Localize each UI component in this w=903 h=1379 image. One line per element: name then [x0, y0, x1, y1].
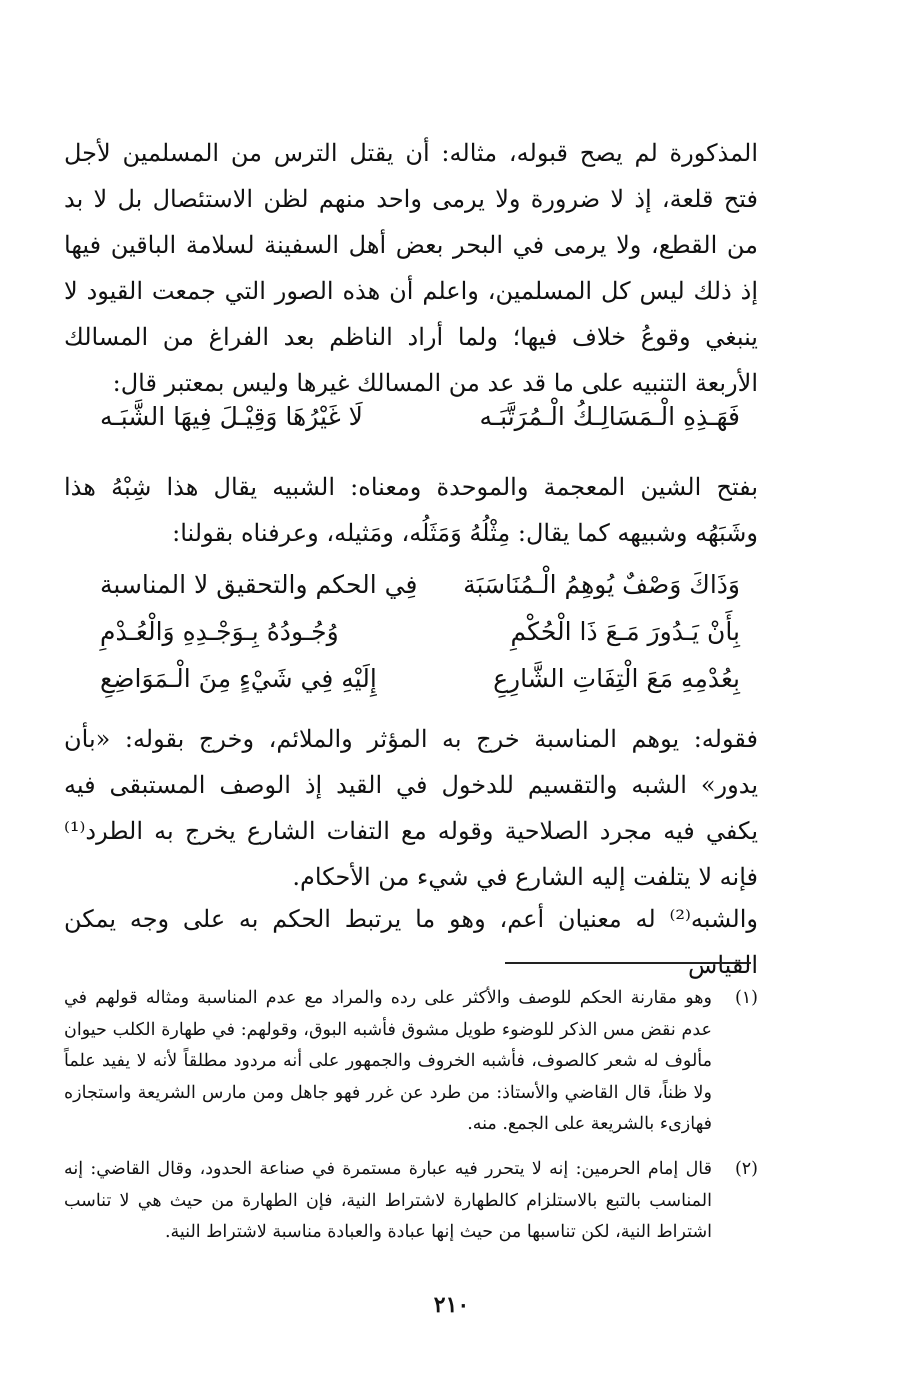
verse-line — [100, 402, 740, 446]
footnote-number: (٢) — [734, 1159, 758, 1179]
verse-first-hemistich: بِعُدْمِهِ مَعَ الْتِفَاتِ الشَّارِعِ — [493, 664, 740, 693]
verse-first-hemistich: فَهَـذِهِ الْـمَسَالِـكُ الْـمُرَتَّبَـه — [479, 402, 740, 431]
body-paragraph: المذكورة لم يصح قبوله، مثاله: أن يقتل الترس من المسلمين لأجل فتح قلعة، إذ لا ضرورة ولا يرمى واحد منهم لظن الاستئصال بل لا بد من القطع، ولا يرمى في البحر بعض أهل السفينة لسلامة الباقين فيها إذ ذلك ليس كل المسلمين، واعلم أن هذه الصور التي جمعت القيود لا ينبغي وقوعُ خلاف فيها؛ ولما أراد الناظم بعد الفراغ من المسالك الأربعة التنبيه على ما قد عد من المسالك غيرها وليس بمعتبر قال: — [64, 139, 758, 397]
verse-line — [100, 664, 740, 708]
footnote — [64, 1154, 758, 1249]
page-number: ٢١٠ — [433, 1292, 470, 1318]
body-paragraph: بفتح الشين المعجمة والموحدة ومعناه: الشبيه يقال هذا شِبْهُ هذا وشَبَهُه وشبيهه كما يقال: مِثْلُهُ وَمَثَلُه، ومَثيله، وعرفناه بقولنا: — [64, 473, 758, 547]
footnote-number: (١) — [734, 988, 758, 1008]
verse-second-hemistich: إِلَيْهِ فِي شَيْءٍ مِنَ الْـمَوَاضِعِ — [100, 664, 377, 693]
body-paragraph: فقوله: يوهم المناسبة خرج به المؤثر والملائم، وخرج بقوله: «بأن يدور» الشبه والتقسيم للدخول في القيد إذ الوصف المستبقى فيه يكفي فيه مجرد الصلاحية وقوله مع التفات الشارع يخرج به الطرد⁽¹⁾ فإنه لا يتلفت إليه الشارع في شيء من الأحكام. — [64, 725, 758, 891]
footnote-text: وهو مقارنة الحكم للوصف والأكثر على رده والمراد مع عدم المناسبة ومثاله قولهم في عدم نقض مس الذكر للوضوء طويل مشوق فأشبه البوق، وقولهم: في طهارة الكلب حيوان مألوف له شعر كالصوف، فأشبه الخروف والجمهور على أنه مردود مطلقاً لأنه لا يفيد علماً ولا ظناً، قال القاضي والأستاذ: من طرد عن غرر فهو جاهل ومن مارس الشريعة واستجازه فهازىء بالشريعة على الجمع. منه. — [64, 988, 712, 1134]
verse-first-hemistich: وَذَاكَ وَصْفٌ يُوهِمُ الْـمُنَاسَبَة — [463, 570, 740, 599]
footnote — [64, 983, 758, 1141]
footnote-separator — [505, 962, 751, 964]
verse-second-hemistich: وُجُـودُهُ بِـوَجْـدِهِ وَالْعُـدْمِ — [100, 617, 339, 646]
verse-second-hemistich: لَا غَيْرُهَا وَقِيْـلَ فِيهَا الشَّبَـه — [100, 402, 363, 431]
footnote-text: قال إمام الحرمين: إنه لا يتحرر فيه عبارة مستمرة في صناعة الحدود، وقال القاضي: إنه المناسب بالتبع بالاستلزام كالطهارة لاشتراط النية، فإن الطهارة من حيث هي لا تناسب اشتراط النية، لكن تناسبها من حيث إنها عبادة والعبادة مناسبة لاشتراط النية. — [64, 1159, 712, 1242]
verse-second-hemistich: فِي الحكم والتحقيق لا المناسبة — [100, 570, 418, 599]
verse-first-hemistich: بِأَنْ يَـدُورَ مَـعَ ذَا الْحُكْمِ — [510, 617, 740, 646]
body-paragraph: والشبه⁽²⁾ له معنيان أعم، وهو ما يرتبط الحكم به على وجه يمكن القياس — [64, 905, 758, 979]
verse-line — [100, 570, 740, 614]
verse-line — [100, 617, 740, 661]
